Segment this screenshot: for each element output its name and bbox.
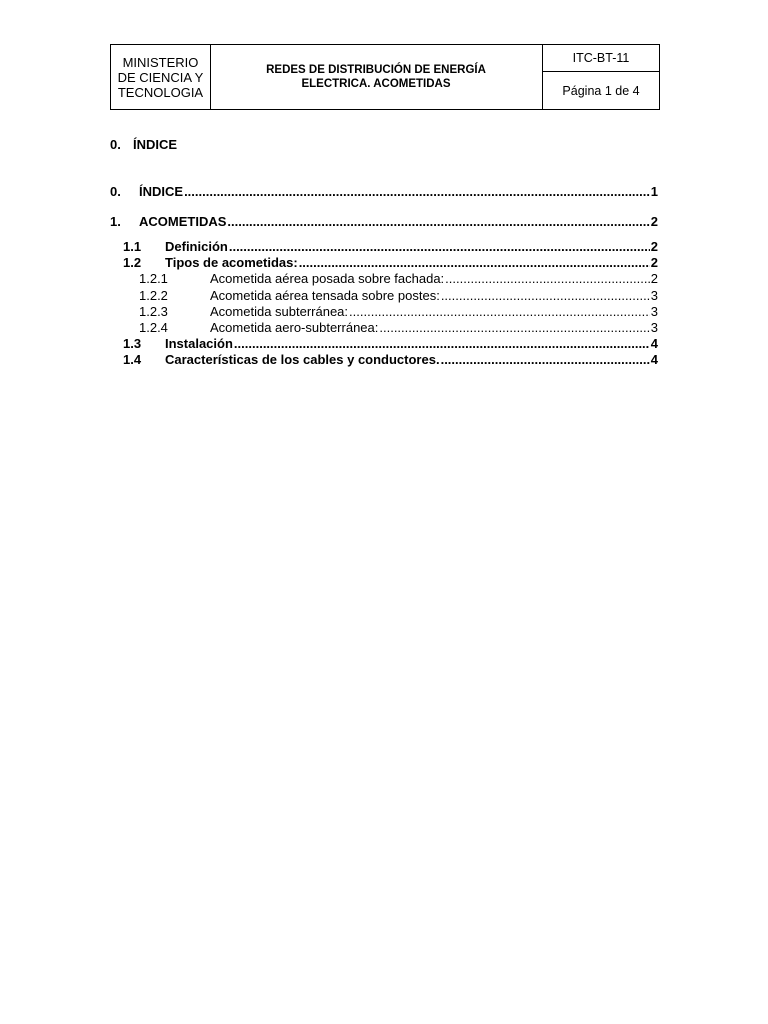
document-title-line: REDES DE DISTRIBUCIÓN DE ENERGÍA — [266, 64, 486, 76]
toc-entry[interactable] — [139, 271, 658, 287]
toc-entry[interactable] — [123, 336, 658, 352]
section-number: 0. — [110, 137, 121, 152]
toc-entry-page: 3 — [650, 320, 658, 335]
toc-entry[interactable] — [123, 239, 658, 255]
ministry-cell — [111, 45, 211, 109]
section-title: ÍNDICE — [133, 137, 178, 152]
toc-dot-leader — [441, 288, 650, 304]
toc-entry-page: 2 — [650, 214, 658, 229]
toc-entry-label: Características de los cables y conductores. — [165, 352, 440, 367]
toc-entry-number: 1.2.3 — [139, 304, 168, 319]
ministry-line: TECNOLOGIA — [117, 84, 204, 100]
toc-entry-page: 3 — [650, 304, 658, 319]
toc-entry-number: 1.2.4 — [139, 320, 168, 335]
toc-entry-number: 1.4 — [123, 352, 142, 367]
toc-entry-label: ÍNDICE — [139, 184, 184, 199]
toc-entry[interactable] — [110, 184, 658, 200]
document-title-line: ELECTRICA. ACOMETIDAS — [301, 78, 451, 90]
ministry-line: DE CIENCIA Y — [117, 69, 204, 85]
toc-dot-leader — [229, 239, 650, 255]
toc-dot-leader — [299, 255, 650, 271]
toc-entry-label: Definición — [165, 239, 228, 254]
toc-entry[interactable] — [123, 255, 658, 271]
toc-dot-leader — [441, 352, 650, 368]
toc-entry-number: 1.2 — [123, 255, 142, 270]
toc-entry-page: 2 — [650, 271, 658, 286]
toc-entry-label: Instalación — [165, 336, 233, 351]
toc-entry-label: Acometida aérea tensada sobre postes: — [210, 288, 440, 303]
toc-dot-leader — [445, 271, 650, 287]
toc-entry[interactable] — [123, 352, 658, 368]
toc-entry-number: 1. — [110, 214, 121, 229]
page-indicator: Página 1 de 4 — [562, 83, 640, 98]
toc-entry-number: 0. — [110, 184, 121, 199]
toc-dot-leader — [234, 336, 650, 352]
toc-entry-page: 1 — [650, 184, 658, 199]
toc-entry-page: 3 — [650, 288, 658, 303]
document-title-cell — [210, 45, 543, 109]
toc-entry-page: 4 — [650, 352, 658, 367]
toc-entry-page: 2 — [650, 239, 658, 254]
toc-entry-label: Tipos de acometidas: — [165, 255, 298, 270]
toc-entry-number: 1.3 — [123, 336, 142, 351]
document-header-table — [110, 44, 660, 110]
toc-entry[interactable] — [139, 304, 658, 320]
document-code: ITC-BT-11 — [543, 45, 659, 72]
toc-entry-label: Acometida aérea posada sobre fachada: — [210, 271, 445, 286]
toc-dot-leader — [184, 184, 650, 200]
toc-entry-page: 2 — [650, 255, 658, 270]
toc-dot-leader — [349, 304, 650, 320]
toc-entry-label: Acometida aero-subterránea: — [210, 320, 379, 335]
toc-entry[interactable] — [139, 320, 658, 336]
toc-dot-leader — [227, 214, 649, 230]
toc-entry-label: Acometida subterránea: — [210, 304, 349, 319]
toc-entry-page: 4 — [650, 336, 658, 351]
toc-entry-number: 1.2.1 — [139, 271, 168, 286]
toc-entry-number: 1.2.2 — [139, 288, 168, 303]
ministry-line: MINISTERIO — [122, 54, 199, 70]
toc-entry[interactable] — [139, 288, 658, 304]
toc-dot-leader — [379, 320, 649, 336]
toc-entry[interactable] — [110, 214, 658, 230]
toc-entry-label: ACOMETIDAS — [139, 214, 227, 229]
section-heading — [110, 137, 177, 152]
toc-entry-number: 1.1 — [123, 239, 142, 254]
